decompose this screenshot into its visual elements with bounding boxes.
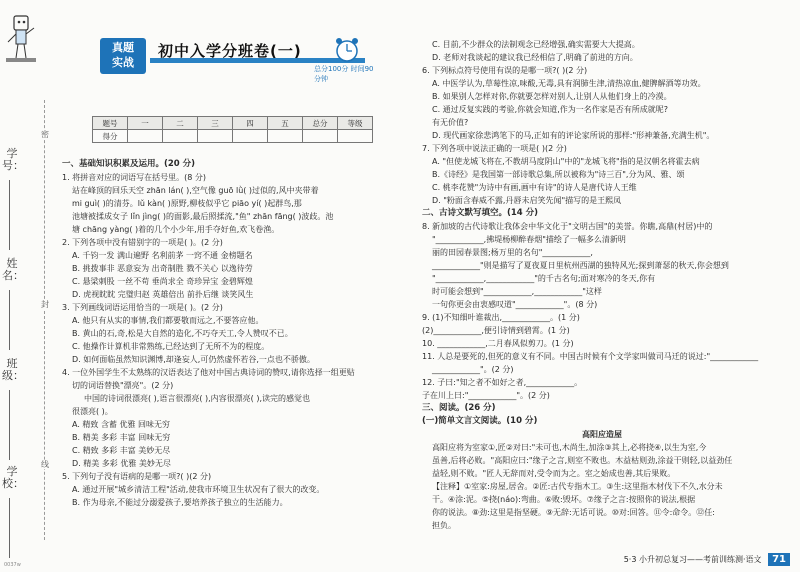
question-line: D. 现代画家徐悲鸿笔下的马,正如有的评论家所说的那样:"形神兼备,充满生机"。 [432,131,715,140]
binding-dashed-line [44,100,45,540]
score-table-score-row [93,130,373,143]
student-id-label: 学号： [2,147,24,172]
question-line: 6. 下列标点符号使用有误的是哪一项?( )(2 分) [422,66,588,75]
question-line: C. 目前,不少群众的法制观念已经增强,确实需要大大提高。 [432,40,640,49]
score-input-cell[interactable] [233,130,268,143]
question-line: D. 虎视眈眈 完璧归赵 英雄倍出 前扑后继 谈笑风生 [72,290,254,299]
question-line: 池塘被揉成女子 lǐn jìng( )的面影,最后照揉流,"鱼" zhān fāng( )波歧。池 [72,212,334,221]
badge-line-1: 真题 [112,41,134,54]
question-line: mi guì( )的清芬。lǔ kàn( )原野,柳枝似乎它 piāo yí( )起群鸟,那 [72,199,302,208]
question-line: C. 他操作计算机非常熟练,已经达到了无所不为的程度。 [72,342,270,351]
question-line: C. 通过反复实践的考验,你就会知道,作为一名作家是否有所成就呢? [432,105,669,114]
question-line: B. 挑拨事非 恶意妄为 出奇制胜 戮不关心 以逸待劳 [72,264,253,273]
footer-text: 5·3 小升初总复习——考前训练测·语文 [623,555,762,564]
score-input-cell[interactable] [163,130,198,143]
question-line: ____________"。(2 分) [432,365,514,374]
question-line: 1. 将拼音对应的词语写在括号里。(8 分) [62,173,207,182]
question-line: 你的说法。⑧劲:这里是指坚硬。⑨无辞:无话可说。⑩对:回答。⑪令:命令。⑫任: [432,508,715,517]
question-line: A. 精致 含蓄 优雅 回味无穷 [72,420,171,429]
question-line: 干。④涂:泥。⑤挠(náo):弯曲。⑥败:毁坏。⑦缘子之言:按照你的说法,根据 [432,495,696,504]
question-line: A. 他只有从实的事情,我们都要敬而远之,不要答应他。 [72,316,264,325]
question-line: D. 如何面临虽然知识渊博,却逢妄人,可仍然虚怀若谷,一点也不骄傲。 [72,355,315,364]
question-line: 4. 一位外国学生不太熟练的汉语表达了他对中国古典诗词的赞叹,请你选择一组更贴 [62,368,355,377]
question-line: 2. 下列各项中没有错别字的一项是( )。(2 分) [62,238,223,247]
score-input-cell[interactable] [198,130,233,143]
question-line: 9. (1)不知细叶谁裁出,____________。(1 分) [422,313,580,322]
question-line: 塘 chāng yàng( )着的几个小少年,用手夺好鱼,欢飞卷渔。 [72,225,280,234]
score-cell: 四 [233,117,268,130]
score-cell: 得分 [93,130,128,143]
school-label: 学校： [2,465,24,490]
question-line: 中国的诗词很漂亮( ),语言很漂亮( ),内容很漂亮( ),读完的感觉也 [84,394,310,403]
score-cell: 一 [128,117,163,130]
score-cell: 等级 [338,117,373,130]
question-line: 11. 人总是要死的,但死的意义有不同。中国古时候有个文学家叫做司马迁的说过:"____________ [422,352,759,361]
question-line: (一)简单文言文阅读。(10 分) [422,416,538,426]
question-line: "____________,____________"的千古名句;面对寒冷的冬天,你有 [432,274,656,283]
score-cell: 题号 [93,117,128,130]
question-line: 二、古诗文默写填空。(14 分) [422,208,539,218]
page-number: 71 [768,553,790,566]
alarm-clock-icon [332,36,362,64]
score-cell: 五 [268,117,303,130]
question-line: 7. 下列各项中说法正确的一项是( )(2 分) [422,144,567,153]
question-line: 12. 子曰:"知之者不如好之者,____________。 [422,378,583,387]
question-line: 子在川上曰:"____________"。(2 分) [422,391,550,400]
score-input-cell[interactable] [303,130,338,143]
score-input-cell[interactable] [128,130,163,143]
question-line: C. 桃李花赞"为诗中有画,画中有诗"的诗人是唐代诗人王维 [432,183,637,192]
class-label: 班级： [2,357,24,382]
right-column [422,38,782,532]
question-line: 切的词语替换"漂亮"。(2 分) [72,381,174,390]
question-line: 10. ____________,二月春风似剪刀。(1 分) [422,339,574,348]
question-line: 站在峰顶的回乐天空 zhān lán( ),空气像 guō lǜ( )过似的,风中夹带着 [72,186,319,195]
question-line: A. 千钧一发 满山遍野 名利前茅 一窍不通 金榜题名 [72,251,253,260]
score-cell: 总分 [303,117,338,130]
score-cell: 二 [163,117,198,130]
student-id-line[interactable] [9,180,10,250]
class-line[interactable] [9,390,10,460]
page-footer [624,553,790,566]
question-line: 三、阅读。(26 分) [422,403,496,413]
score-input-cell[interactable] [268,130,303,143]
question-line: A. 通过开展"城乡清洁工程"活动,使我市环境卫生状况有了很大的改变。 [72,485,325,494]
question-line: B. 精美 多彩 丰富 回味无穷 [72,433,171,442]
name-line[interactable] [9,290,10,350]
question-line: (2)____________,便引诗情到碧霄。(1 分) [422,326,570,335]
question-line: 益轻,则不败。"匠人无辞而对,受令而为之。室之始成也善,其后果败。 [432,469,676,478]
name-label: 姓名： [2,257,24,282]
question-line: 8. 新加坡的古代诗歌让我体会中华文化于"文明古国"的美誉。你瞧,高鼎(村居)中的 [422,222,713,231]
question-line: B. 黄山的石,奇,松是大自然的造化,不巧夺天工,令人赞叹不已。 [72,329,293,338]
question-line: 丽的田园春景图;杨万里的名句"____________, [432,248,593,257]
question-line: D. 老师对我谈起的建议我已经相信了,明确了前进的方向。 [432,53,638,62]
exam-meta: 总分100分 时间90分钟 [314,65,374,83]
question-line: 高阳应将为室家①,匠②对曰:"未可也,木尚生,加涂③其上,必将挠④,以生为室,今 [432,443,707,452]
page-title: 初中入学分班卷(一) [158,42,302,60]
score-cell: 三 [198,117,233,130]
question-line: 担负。 [432,521,456,530]
question-line: 一句你更会由衷感叹道"____________"。(8 分) [432,300,598,309]
binding-mark-1: 密 [41,130,49,139]
question-line: B. 如果别人怎样对你,你就要怎样对别人,让别人从他们身上的冷漠。 [432,92,672,101]
left-column [62,158,410,509]
corner-code: 0037w [4,562,21,568]
score-input-cell[interactable] [338,130,373,143]
badge-line-2: 实战 [112,56,134,69]
score-table [92,116,373,143]
question-line: 5. 下列句子没有语病的是哪一项?( )(2 分) [62,472,212,481]
question-line: ____________"则是描写了夏夜夏日里杭州西湖的独特风光;探到萧瑟的秋天,你会想到 [432,261,729,270]
school-line[interactable] [9,498,10,558]
question-line: 很漂亮( )。 [72,407,113,416]
question-line: B. 作为母亲,不能过分溺爱孩子,要培养孩子独立的生活能力。 [72,498,288,507]
question-line: C. 悬梁刺股 一丝不苟 垂尚求全 奇珍异宝 金碧辉煌 [72,277,253,286]
score-table-header-row [93,117,373,130]
question-line: 时可能会想到"____________,____________"这样 [432,287,602,296]
exam-header [100,36,380,83]
question-line: 有无价值? [432,118,469,127]
question-line: A. "但使龙城飞将在,不教胡马度阴山"中的"龙城飞将"指的是汉朝名将霍去病 [432,157,700,166]
question-line: "____________,拂堤杨柳醉春烟"描绘了一幅多么清新明 [432,235,626,244]
question-line: 高阳应造屋 [582,430,622,439]
mascot-figure-icon [4,14,38,66]
binding-mark-3: 线 [41,460,49,469]
question-line: 一、基础知识积累及运用。(20 分) [62,159,196,169]
question-line: B.《诗经》是我国第一部诗歌总集,所以被称为"诗三百",分为风、雅、颂 [432,170,685,179]
zhenti-badge [100,38,146,74]
question-line: 【注释】①室家:房屋,居舍。②匠:古代专指木工。③生:这里指木材伐下不久,水分未 [432,482,723,491]
binding-strip [0,0,60,572]
question-line: C. 精致 多彩 丰富 美妙无尽 [72,446,171,455]
binding-mark-2: 封 [41,300,49,309]
question-line: A. 中医学认为,草莓性凉,味酸,无毒,具有润肺生津,清热凉血,健脾解酒等功效。 [432,79,706,88]
question-line: 虽善,后将必败。"高阳应曰:"缘子之言,则室不败也。木益枯则劲,涂益干则轻,以益劲任 [432,456,733,465]
question-line: D. 精美 多彩 优雅 美妙无尽 [72,459,171,468]
question-line: 3. 下列画线词语运用恰当的一项是( )。(2 分) [62,303,223,312]
question-line: D. "粉面含春威不露,丹唇未启笑先闻"描写的是王熙凤 [432,196,622,205]
